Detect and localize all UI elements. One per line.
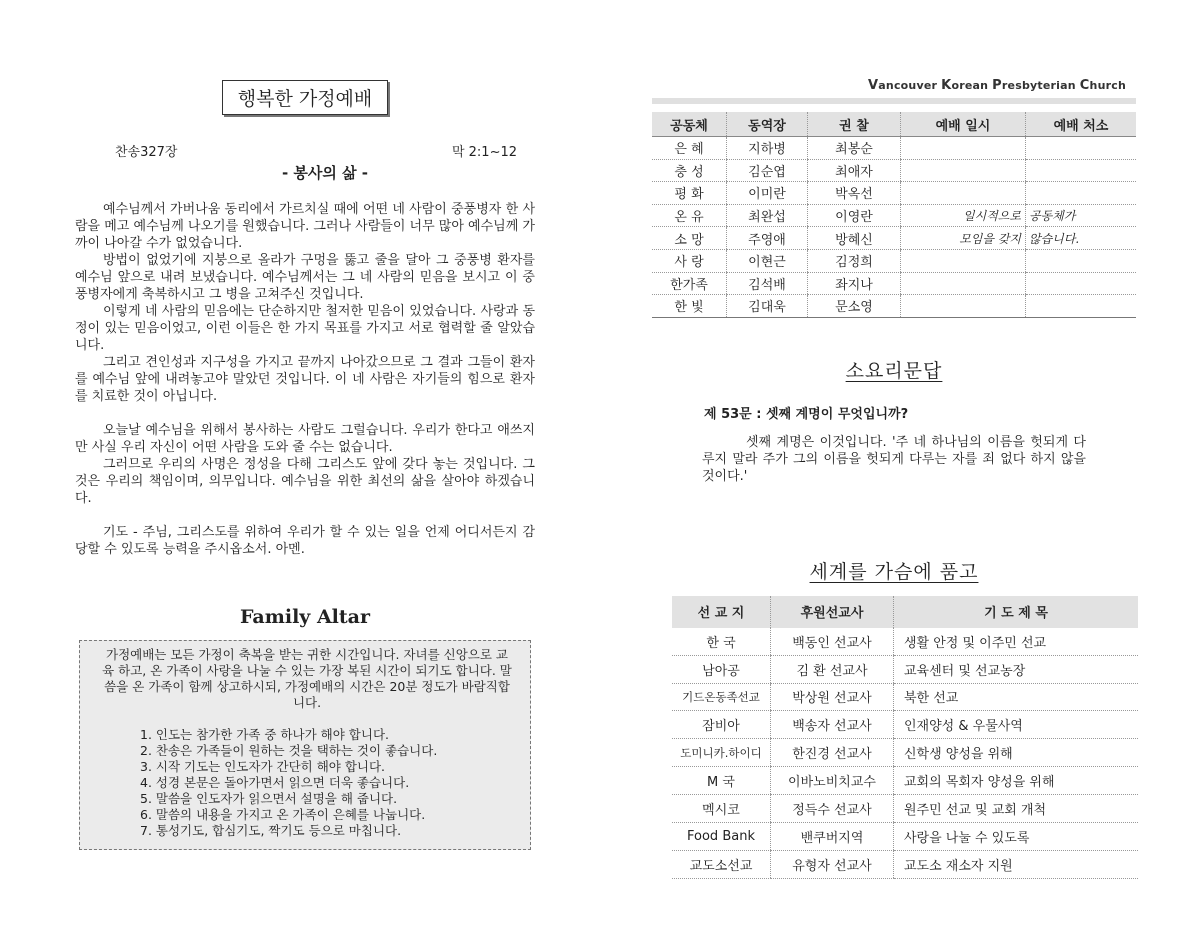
table-cell: 신학생 양성을 위해 bbox=[894, 739, 1139, 767]
table-cell: 김석배 bbox=[727, 272, 808, 295]
table-row bbox=[652, 249, 1136, 272]
table-cell bbox=[901, 249, 1026, 272]
table-cell: 인재양성 & 우물사역 bbox=[894, 711, 1139, 739]
table-row bbox=[672, 822, 1138, 850]
table-cell: 소 망 bbox=[652, 227, 727, 250]
list-item: 3. 시작 기도는 인도자가 간단히 해야 합니다. bbox=[140, 759, 386, 774]
table-cell: 사랑을 나눌 수 있도록 bbox=[894, 822, 1139, 850]
family-altar-list bbox=[102, 727, 512, 839]
table-cell: 문소영 bbox=[808, 295, 901, 318]
catechism-answer: 셋째 계명은 이것입니다. '주 네 하나님의 이름을 헛되게 다루지 말라 주가 그의 이름을 헛되게 다루는 자를 죄 없다 하지 않을 것이다.' bbox=[702, 434, 1086, 484]
table-cell: 주영애 bbox=[727, 227, 808, 250]
table-cell bbox=[901, 295, 1026, 318]
table-cell: 최애자 bbox=[808, 159, 901, 182]
table-cell: 정득수 선교사 bbox=[771, 795, 894, 823]
column-header: 동역장 bbox=[727, 112, 808, 137]
table-header-row bbox=[672, 596, 1138, 628]
column-header: 선 교 지 bbox=[672, 596, 771, 628]
table-cell: 교도소 재소자 지원 bbox=[894, 850, 1139, 878]
table-cell: 백송자 선교사 bbox=[771, 711, 894, 739]
table-cell: 한진경 선교사 bbox=[771, 739, 894, 767]
sermon-paragraph: 이렇게 네 사람의 믿음에는 단순하지만 철저한 믿음이 있었습니다. 사랑과 동정이 있는 믿음이었고, 이런 이들은 한 가지 목표를 가지고 서로 협력할 줄 알았습니다. bbox=[75, 304, 535, 353]
table-cell bbox=[901, 272, 1026, 295]
table-cell: 한가족 bbox=[652, 272, 727, 295]
table-cell: 김대욱 bbox=[727, 295, 808, 318]
table-cell bbox=[1026, 272, 1137, 295]
table-cell: 멕시코 bbox=[672, 795, 771, 823]
right-column bbox=[652, 78, 1136, 879]
table-cell: 남아공 bbox=[672, 655, 771, 683]
table-cell bbox=[1026, 182, 1137, 205]
table-row bbox=[672, 628, 1138, 655]
hymn-number: 찬송327장 bbox=[115, 145, 178, 160]
table-cell: 방혜신 bbox=[808, 227, 901, 250]
table-cell: 한 국 bbox=[672, 628, 771, 655]
prayer-paragraph: 기도 - 주님, 그리스도를 위하여 우리가 할 수 있는 일을 언제 어디서든지 감당할 수 있도록 능력을 주시옵소서. 아멘. bbox=[75, 525, 535, 557]
table-cell: 잠비아 bbox=[672, 711, 771, 739]
mission-table bbox=[672, 596, 1138, 879]
table-cell: 공동체가 bbox=[1026, 204, 1137, 227]
family-altar-intro: 가정예배는 모든 가정이 축복을 받는 귀한 시간입니다. 자녀를 신앙으로 교육 하고, 온 가족이 사랑을 나눌 수 있는 가장 복된 시간이 되기도 합니다. 말씀을 온 가족이 함께 상고하시되, 가정예배의 시간은 20분 정도가 바람직합니다. bbox=[102, 647, 512, 710]
column-header: 공동체 bbox=[652, 112, 727, 137]
table-row bbox=[652, 227, 1136, 250]
table-row bbox=[652, 295, 1136, 318]
table-cell: 밴쿠버지역 bbox=[771, 822, 894, 850]
worship-schedule-table bbox=[652, 112, 1136, 318]
table-row bbox=[672, 850, 1138, 878]
table-cell: 모임을 갖지 bbox=[901, 227, 1026, 250]
list-item: 5. 말씀을 인도자가 읽으면서 설명을 해 줍니다. bbox=[140, 791, 398, 806]
column-header: 예배 처소 bbox=[1026, 112, 1137, 137]
sermon-paragraph: 오늘날 예수님을 위해서 봉사하는 사람도 그럴습니다. 우리가 한다고 애쓰지만 사실 우리 자신이 어떤 사람을 도와 줄 수는 없습니다. bbox=[75, 423, 535, 455]
table-cell: 김정희 bbox=[808, 249, 901, 272]
table-cell: 온 유 bbox=[652, 204, 727, 227]
catechism-title: 소요리문답 bbox=[845, 359, 943, 382]
table-header-row bbox=[652, 112, 1136, 137]
family-altar-box bbox=[79, 640, 531, 850]
table-row bbox=[652, 137, 1136, 160]
table-cell: 김 환 선교사 bbox=[771, 655, 894, 683]
table-cell: 교육센터 및 선교농장 bbox=[894, 655, 1139, 683]
list-item: 7. 통성기도, 합심기도, 짝기도 등으로 마칩니다. bbox=[140, 823, 402, 838]
table-cell: 생활 안정 및 이주민 선교 bbox=[894, 628, 1139, 655]
table-cell bbox=[1026, 249, 1137, 272]
mission-title: 세계를 가슴에 품고 bbox=[809, 560, 979, 583]
table-row bbox=[652, 182, 1136, 205]
hymn-row bbox=[75, 141, 535, 160]
table-row bbox=[652, 204, 1136, 227]
column-header: 예배 일시 bbox=[901, 112, 1026, 137]
catechism-question: 제 53문 : 셋째 계명이 무엇입니까? bbox=[704, 406, 909, 422]
table-cell: M 국 bbox=[672, 767, 771, 795]
table-cell: 않습니다. bbox=[1026, 227, 1137, 250]
table-row bbox=[652, 272, 1136, 295]
list-item: 4. 성경 본문은 돌아가면서 읽으면 더욱 좋습니다. bbox=[140, 775, 410, 790]
table-cell: 한 빛 bbox=[652, 295, 727, 318]
family-altar-title: Family Altar bbox=[239, 606, 370, 628]
table-row bbox=[652, 159, 1136, 182]
table-cell: 사 랑 bbox=[652, 249, 727, 272]
sermon-paragraph: 그러므로 우리의 사명은 정성을 다해 그리스도 앞에 갖다 놓는 것입니다. 그것은 우리의 책임이며, 의무입니다. 예수님을 위한 최선의 삶을 살아야 하겠습니다. bbox=[75, 457, 535, 506]
table-cell bbox=[901, 182, 1026, 205]
table-cell bbox=[1026, 295, 1137, 318]
table-cell: 일시적으로 bbox=[901, 204, 1026, 227]
table-cell: 이바노비치교수 bbox=[771, 767, 894, 795]
table-row bbox=[672, 711, 1138, 739]
table-cell: 지하병 bbox=[727, 137, 808, 160]
table-row bbox=[672, 739, 1138, 767]
sermon-body bbox=[75, 201, 535, 558]
table-cell bbox=[901, 137, 1026, 160]
list-item: 2. 찬송은 가족들이 원하는 것을 택하는 것이 좋습니다. bbox=[140, 743, 438, 758]
table-cell: 백동인 선교사 bbox=[771, 628, 894, 655]
table-cell: 이미란 bbox=[727, 182, 808, 205]
church-name: Vancouver Korean Presbyterian Church bbox=[868, 78, 1126, 93]
table-cell: 기드온동족선교 bbox=[672, 683, 771, 711]
table-cell bbox=[1026, 159, 1137, 182]
table-cell: 최완섭 bbox=[727, 204, 808, 227]
table-cell: 이현근 bbox=[727, 249, 808, 272]
table-cell: 원주민 선교 및 교회 개척 bbox=[894, 795, 1139, 823]
column-header: 기 도 제 목 bbox=[894, 596, 1139, 628]
table-cell: 교도소선교 bbox=[672, 850, 771, 878]
table-cell: 좌지나 bbox=[808, 272, 901, 295]
table-cell: 이영란 bbox=[808, 204, 901, 227]
table-cell: 유형자 선교사 bbox=[771, 850, 894, 878]
list-item: 6. 말씀의 내용을 가지고 온 가족이 은혜를 나눕니다. bbox=[140, 807, 426, 822]
table-row bbox=[672, 683, 1138, 711]
column-header: 후원선교사 bbox=[771, 596, 894, 628]
table-cell: 김순엽 bbox=[727, 159, 808, 182]
worship-title: 행복한 가정예배 bbox=[222, 80, 388, 115]
sermon-paragraph: 방법이 없었기에 지붕으로 올라가 구멍을 뚫고 줄을 달아 그 중풍병 환자를 예수님 앞으로 내려 보냈습니다. 예수님께서는 그 네 사람의 믿음을 보시고 이 중풍병자에게 축복하시고 그 병을 고쳐주신 것입니다. bbox=[75, 253, 535, 302]
header-divider bbox=[652, 98, 1136, 104]
table-cell: Food Bank bbox=[672, 822, 771, 850]
table-cell: 충 성 bbox=[652, 159, 727, 182]
table-cell: 최봉순 bbox=[808, 137, 901, 160]
scripture-reference: 막 2:1~12 bbox=[451, 145, 517, 160]
table-row bbox=[672, 767, 1138, 795]
table-cell: 박상원 선교사 bbox=[771, 683, 894, 711]
sermon-title: - 봉사의 삶 - bbox=[281, 164, 369, 182]
sermon-paragraph: 예수님께서 가버나움 동리에서 가르치실 때에 어떤 네 사람이 중풍병자 한 사람을 메고 예수님께 나오기를 원했습니다. 그러나 사람들이 너무 많아 예수님께 가까이 나아갈 수가 없었습니다. bbox=[75, 202, 535, 251]
table-cell: 박옥선 bbox=[808, 182, 901, 205]
left-column bbox=[75, 80, 535, 850]
table-cell bbox=[1026, 137, 1137, 160]
table-cell: 도미니카.하이디 bbox=[672, 739, 771, 767]
list-item: 1. 인도는 참가한 가족 중 하나가 해야 합니다. bbox=[140, 727, 389, 742]
table-cell: 평 화 bbox=[652, 182, 727, 205]
table-row bbox=[672, 655, 1138, 683]
table-cell: 은 혜 bbox=[652, 137, 727, 160]
table-row bbox=[672, 795, 1138, 823]
table-cell: 북한 선교 bbox=[894, 683, 1139, 711]
sermon-paragraph: 그리고 견인성과 지구성을 가지고 끝까지 나아갔으므로 그 결과 그들이 환자를 예수님 앞에 내려놓고야 말았던 것입니다. 이 네 사람은 자기들의 힘으로 환자를 치료한 것이 아닙니다. bbox=[75, 355, 535, 404]
column-header: 권 찰 bbox=[808, 112, 901, 137]
table-cell: 교회의 목회자 양성을 위해 bbox=[894, 767, 1139, 795]
table-cell bbox=[901, 159, 1026, 182]
